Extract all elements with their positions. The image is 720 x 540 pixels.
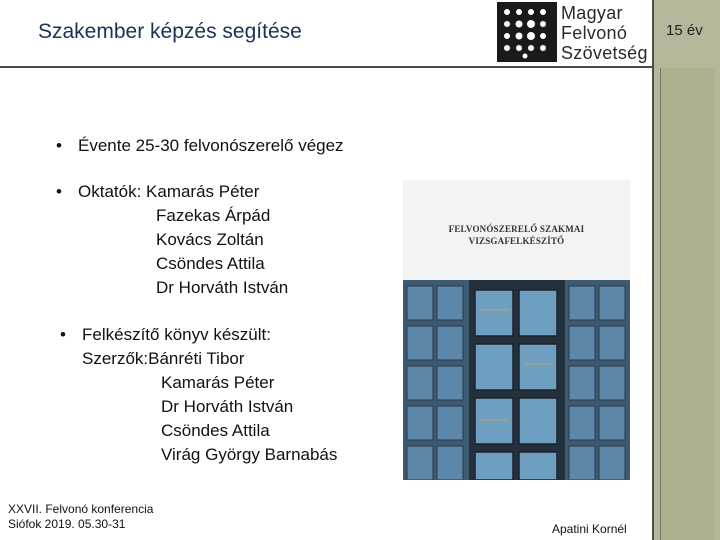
building-photo	[403, 280, 630, 480]
bullet-dot: •	[60, 325, 66, 344]
conference-place-date: Siófok 2019. 05.30-31	[8, 517, 126, 531]
side-panel	[652, 0, 720, 540]
bullet-textbook	[60, 323, 338, 467]
bullet-graduates	[56, 134, 344, 158]
book-cover-photo	[403, 180, 630, 480]
author-name: Csöndes Attila	[161, 421, 270, 440]
bullet-dot: •	[56, 136, 62, 155]
logo-line: Magyar	[561, 3, 623, 23]
instructor-name: Csöndes Attila	[156, 254, 265, 273]
author-name: Kamarás Péter	[161, 373, 275, 392]
slide-title: Szakember képzés segítése	[38, 20, 302, 43]
book-cover-subtitle: VIZSGAFELKÉSZÍTŐ	[468, 236, 565, 246]
instructor-name: Kovács Zoltán	[156, 230, 264, 249]
logo-dot-grid-icon	[497, 2, 557, 62]
logo-text	[561, 3, 648, 63]
instructors-heading: Oktatók: Kamarás Péter	[78, 182, 260, 201]
bullet-dot: •	[56, 182, 62, 201]
textbook-heading: Felkészítő könyv készült:	[82, 325, 271, 344]
anniversary-label: 15 év	[666, 22, 703, 39]
logo-line: Szövetség	[561, 43, 648, 63]
bullet-instructors	[56, 180, 289, 300]
bullet-text: Évente 25-30 felvonószerelő végez	[78, 136, 344, 155]
presenter-name: Apatini Kornél	[552, 522, 627, 536]
book-cover-title: FELVONÓSZERELŐ SZAKMAI	[448, 224, 585, 234]
conference-name: XXVII. Felvonó konferencia	[8, 502, 154, 516]
side-panel-band	[660, 68, 715, 540]
conference-footer	[8, 502, 153, 532]
authors-heading: Szerzők:Bánréti Tibor	[82, 349, 245, 368]
logo-line: Felvonó	[561, 23, 628, 43]
instructor-name: Fazekas Árpád	[156, 206, 271, 225]
organization-logo	[497, 2, 655, 62]
author-name: Dr Horváth István	[161, 397, 294, 416]
author-name: Virág György Barnabás	[161, 445, 338, 464]
header-divider	[0, 66, 652, 68]
instructor-name: Dr Horváth István	[156, 278, 289, 297]
